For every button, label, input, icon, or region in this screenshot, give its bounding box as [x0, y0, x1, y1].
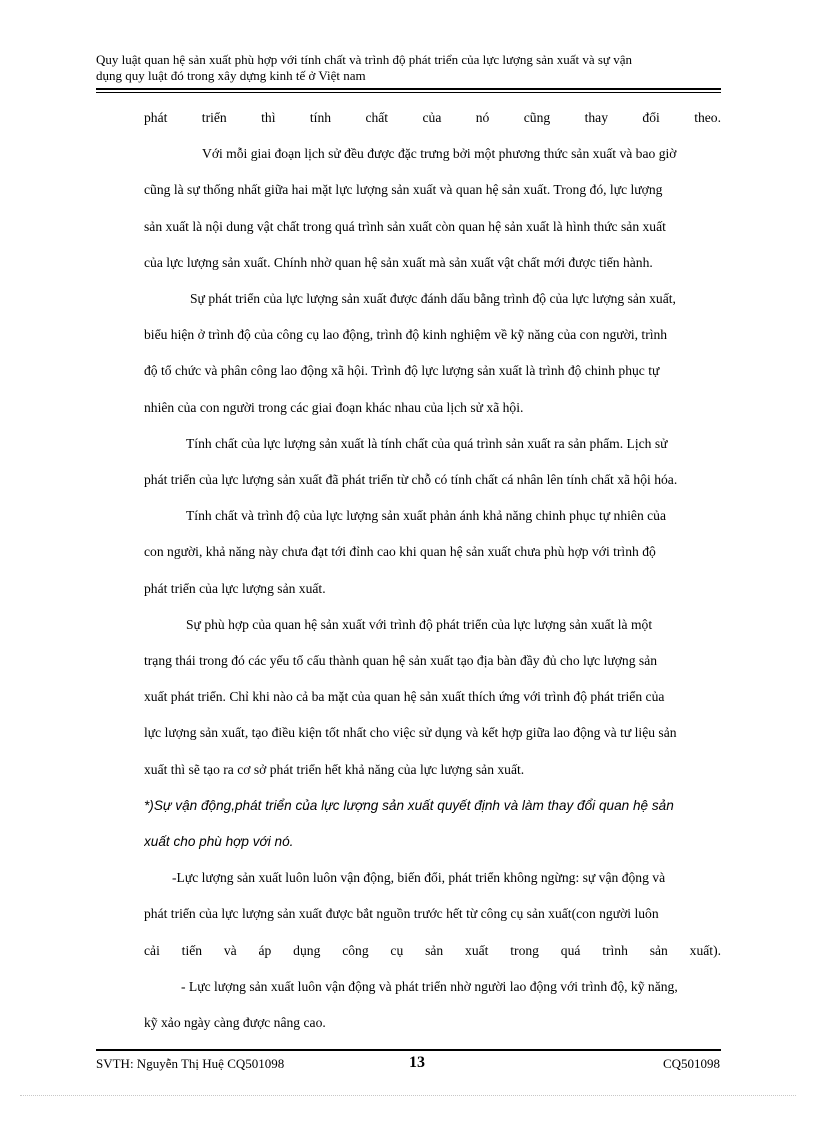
text-line: Sự phát triển của lực lượng sản xuất được đánh dấu bằng trình độ của lực lượng sản xuất,: [190, 291, 676, 306]
footer-author: SVTH: Nguyễn Thị Huệ CQ501098: [96, 1056, 285, 1071]
text-line: biểu hiện ở trình độ của công cụ lao động, trình độ kinh nghiệm về kỹ năng của con người, trình: [144, 327, 668, 343]
section-heading: xuất cho phù hợp với nó.: [144, 834, 294, 850]
header-rule: [96, 88, 721, 90]
text-line: phát triển thì tính chất của nó cũng thay đổi theo.: [144, 110, 721, 125]
footer-code: CQ501098: [662, 1056, 720, 1071]
running-header: [96, 52, 721, 84]
text-line: xuất phát triển. Chỉ khi nào cả ba mặt của quan hệ sản xuất thích ứng với trình độ phát triển của: [144, 689, 665, 705]
text-line: -Lực lượng sản xuất luôn luôn vận động, biến đổi, phát triển không ngừng: sự vận động và: [172, 870, 666, 886]
page-edge-divider: [20, 1095, 796, 1096]
text-line: Tính chất và trình độ của lực lượng sản xuất phản ánh khả năng chinh phục tự nhiên của: [186, 508, 667, 524]
text-line: kỹ xảo ngày càng được nâng cao.: [144, 1015, 326, 1031]
header-title-line-1: Quy luật quan hệ sản xuất phù hợp với tính chất và trình độ phát triển của lực lượng sản xuất và sự vận: [96, 52, 633, 67]
text-line: độ tổ chức và phân công lao động xã hội. Trình độ lực lượng sản xuất là trình độ chinh phục tự: [144, 363, 660, 379]
header-title-line-2: dụng quy luật đó trong xây dựng kinh tế ở Việt nam: [96, 68, 366, 83]
text-line: Với mỗi giai đoạn lịch sử đều được đặc trưng bởi một phương thức sản xuất và bao giờ: [202, 146, 677, 162]
text-line: cải tiến và áp dụng công cụ sản xuất trong quá trình sản xuất).: [144, 942, 721, 958]
text-line: - Lực lượng sản xuất luôn vận động và phát triển nhờ người lao động với trình độ, kỹ năng,: [181, 978, 678, 994]
text-line: phát triển của lực lượng sản xuất đã phát triển từ chỗ có tính chất cá nhân lên tính chất xã hội hóa.: [144, 472, 678, 488]
text-line: cũng là sự thống nhất giữa hai mặt lực lượng sản xuất và quan hệ sản xuất. Trong đó, lực lượng: [144, 182, 663, 198]
page-number: 13: [409, 1054, 425, 1071]
text-line: nhiên của con người trong các giai đoạn khác nhau của lịch sử xã hội.: [144, 399, 524, 415]
text-line: phát triển của lực lượng sản xuất.: [144, 580, 326, 596]
text-line: xuất thì sẽ tạo ra cơ sở phát triển hết khả năng của lực lượng sản xuất.: [144, 761, 525, 777]
text-line: Sự phù hợp của quan hệ sản xuất với trình độ phát triển của lực lượng sản xuất là một: [186, 616, 653, 632]
footer-rule: [96, 1049, 721, 1051]
text-line: phát triển của lực lượng sản xuất được bắt nguồn trước hết từ công cụ sản xuất(con người luôn: [144, 906, 659, 922]
text-line: sản xuất là nội dung vật chất trong quá trình sản xuất còn quan hệ sản xuất là hình thức sản xuất: [144, 218, 666, 234]
section-heading: *)Sự vận động,phát triển của lực lượng sản xuất quyết định và làm thay đổi quan hệ sản: [144, 797, 674, 813]
text-line: con người, khả năng này chưa đạt tới đỉnh cao khi quan hệ sản xuất chưa phù hợp với trình độ: [144, 544, 656, 560]
header-rule-thin: [96, 92, 721, 93]
text-line: trạng thái trong đó các yếu tố cấu thành quan hệ sản xuất tạo địa bàn đầy đủ cho lực lượng sản: [144, 653, 658, 669]
text-line: lực lượng sản xuất, tạo điều kiện tốt nhất cho việc sử dụng và kết hợp giữa lao động và tư liệu sản: [144, 725, 677, 741]
text-line: của lực lượng sản xuất. Chính nhờ quan hệ sản xuất mà sản xuất vật chất mới được tiến hành.: [144, 254, 653, 270]
text-line: Tính chất của lực lượng sản xuất là tính chất của quá trình sản xuất ra sản phẩm. Lịch sử: [186, 435, 668, 451]
body-text: [144, 100, 721, 1041]
